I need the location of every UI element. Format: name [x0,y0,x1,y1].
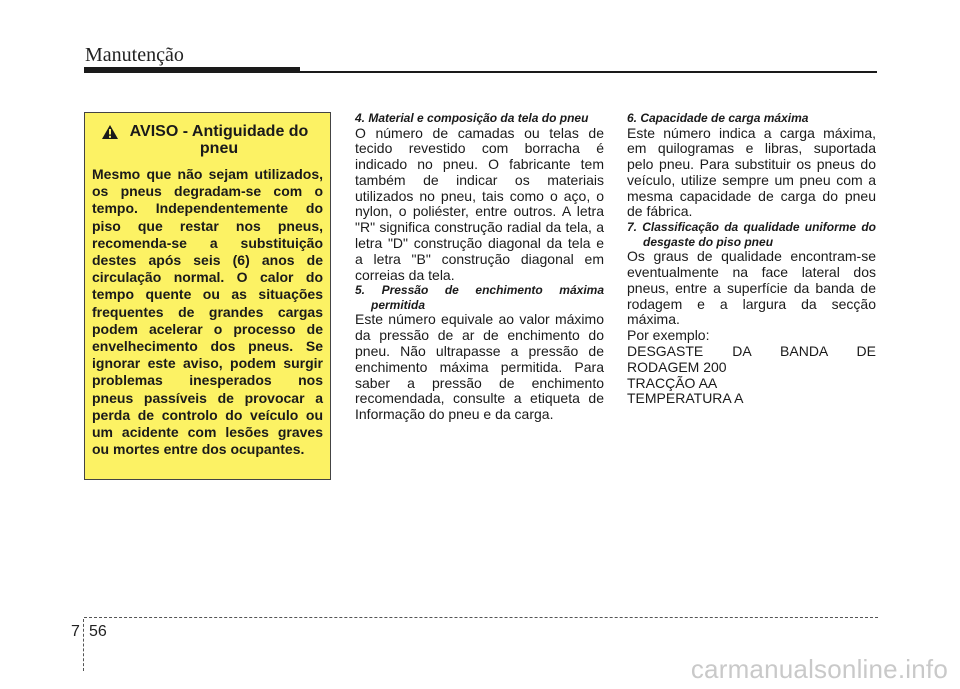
footer-rule [84,617,878,618]
warning-title: AVISO - Antiguidade do pneu [129,123,309,157]
watermark: carmanualsonline.info [690,654,948,684]
example-intro: Por exemplo: [627,327,710,344]
page-number-divider [83,619,84,671]
header-rule-thin [300,71,877,73]
page-number: 56 [89,623,107,640]
section-7-heading: 7. Classificação da qualidade uniforme do desgaste do piso pneu [627,220,876,249]
example-line: TEMPERATURA A [627,390,744,407]
example-line: DESGASTE DA BANDA DE RODAGEM 200 [627,343,876,375]
example-line: TRACÇÃO AA [627,374,718,391]
middle-column [355,111,604,423]
warning-box [84,112,331,480]
right-column [627,111,876,407]
section-5-heading: 5. Pressão de enchimento máxima permitida [355,283,604,312]
page-header-title: Manutenção [85,44,184,66]
warning-heading [92,123,323,157]
warning-body: Mesmo que não sejam utilizados, os pneus degradam-se com o tempo. Independentemente do piso que restar nos pneus, recomenda-se a substituição destes após seis (6) anos de circulação normal. O calor do tempo quente ou as situações frequentes de grandes cargas podem acelerar o processo de envelhecimento dos pneus. Se ignorar este aviso, podem surgir problemas inesperados nos pneus passíveis de provocar a perda de controlo do veículo ou um acidente com lesões graves ou mortes entre dos ocupantes. [92,166,323,458]
chapter-number: 7 [71,623,80,640]
warning-triangle-icon [101,124,119,140]
section-4-heading: 4. Material e composição da tela do pneu [355,111,589,125]
section-6-heading: 6. Capacidade de carga máxima [627,111,809,125]
section-6-body: Este número indica a carga máxima, em quilogramas e libras, suportada pelo pneu. Para substituir os pneus do veículo, utilize sempre um pneu com a mesma capacidade de carga do pneu de fábrica. [627,124,876,220]
section-4-body: O número de camadas ou telas de tecido revestido com borracha é indicado no pneu. O fabricante tem também de indicar os materiais utilizados no pneu, tais como o aço, o nylon, o poliéster, entre outros. A letra "R" significa construção radial da tela, a letra "D" construção diagonal da tela e a letra "B" construção diagonal em correias da tela. [355,124,604,283]
section-7-body: Os graus de qualidade encontram-se eventualmente na face lateral dos pneus, entre a superfície da banda de rodagem e a largura da secção máxima. [627,248,876,328]
header-rule-thick [84,67,300,73]
section-5-body: Este número equivale ao valor máximo da pressão de ar de enchimento do pneu. Não ultrapasse a pressão de enchimento máxima permitida. Para saber a pressão de enchimento recomendada, consulte a etiqueta de Informação do pneu e da carga. [355,311,604,423]
